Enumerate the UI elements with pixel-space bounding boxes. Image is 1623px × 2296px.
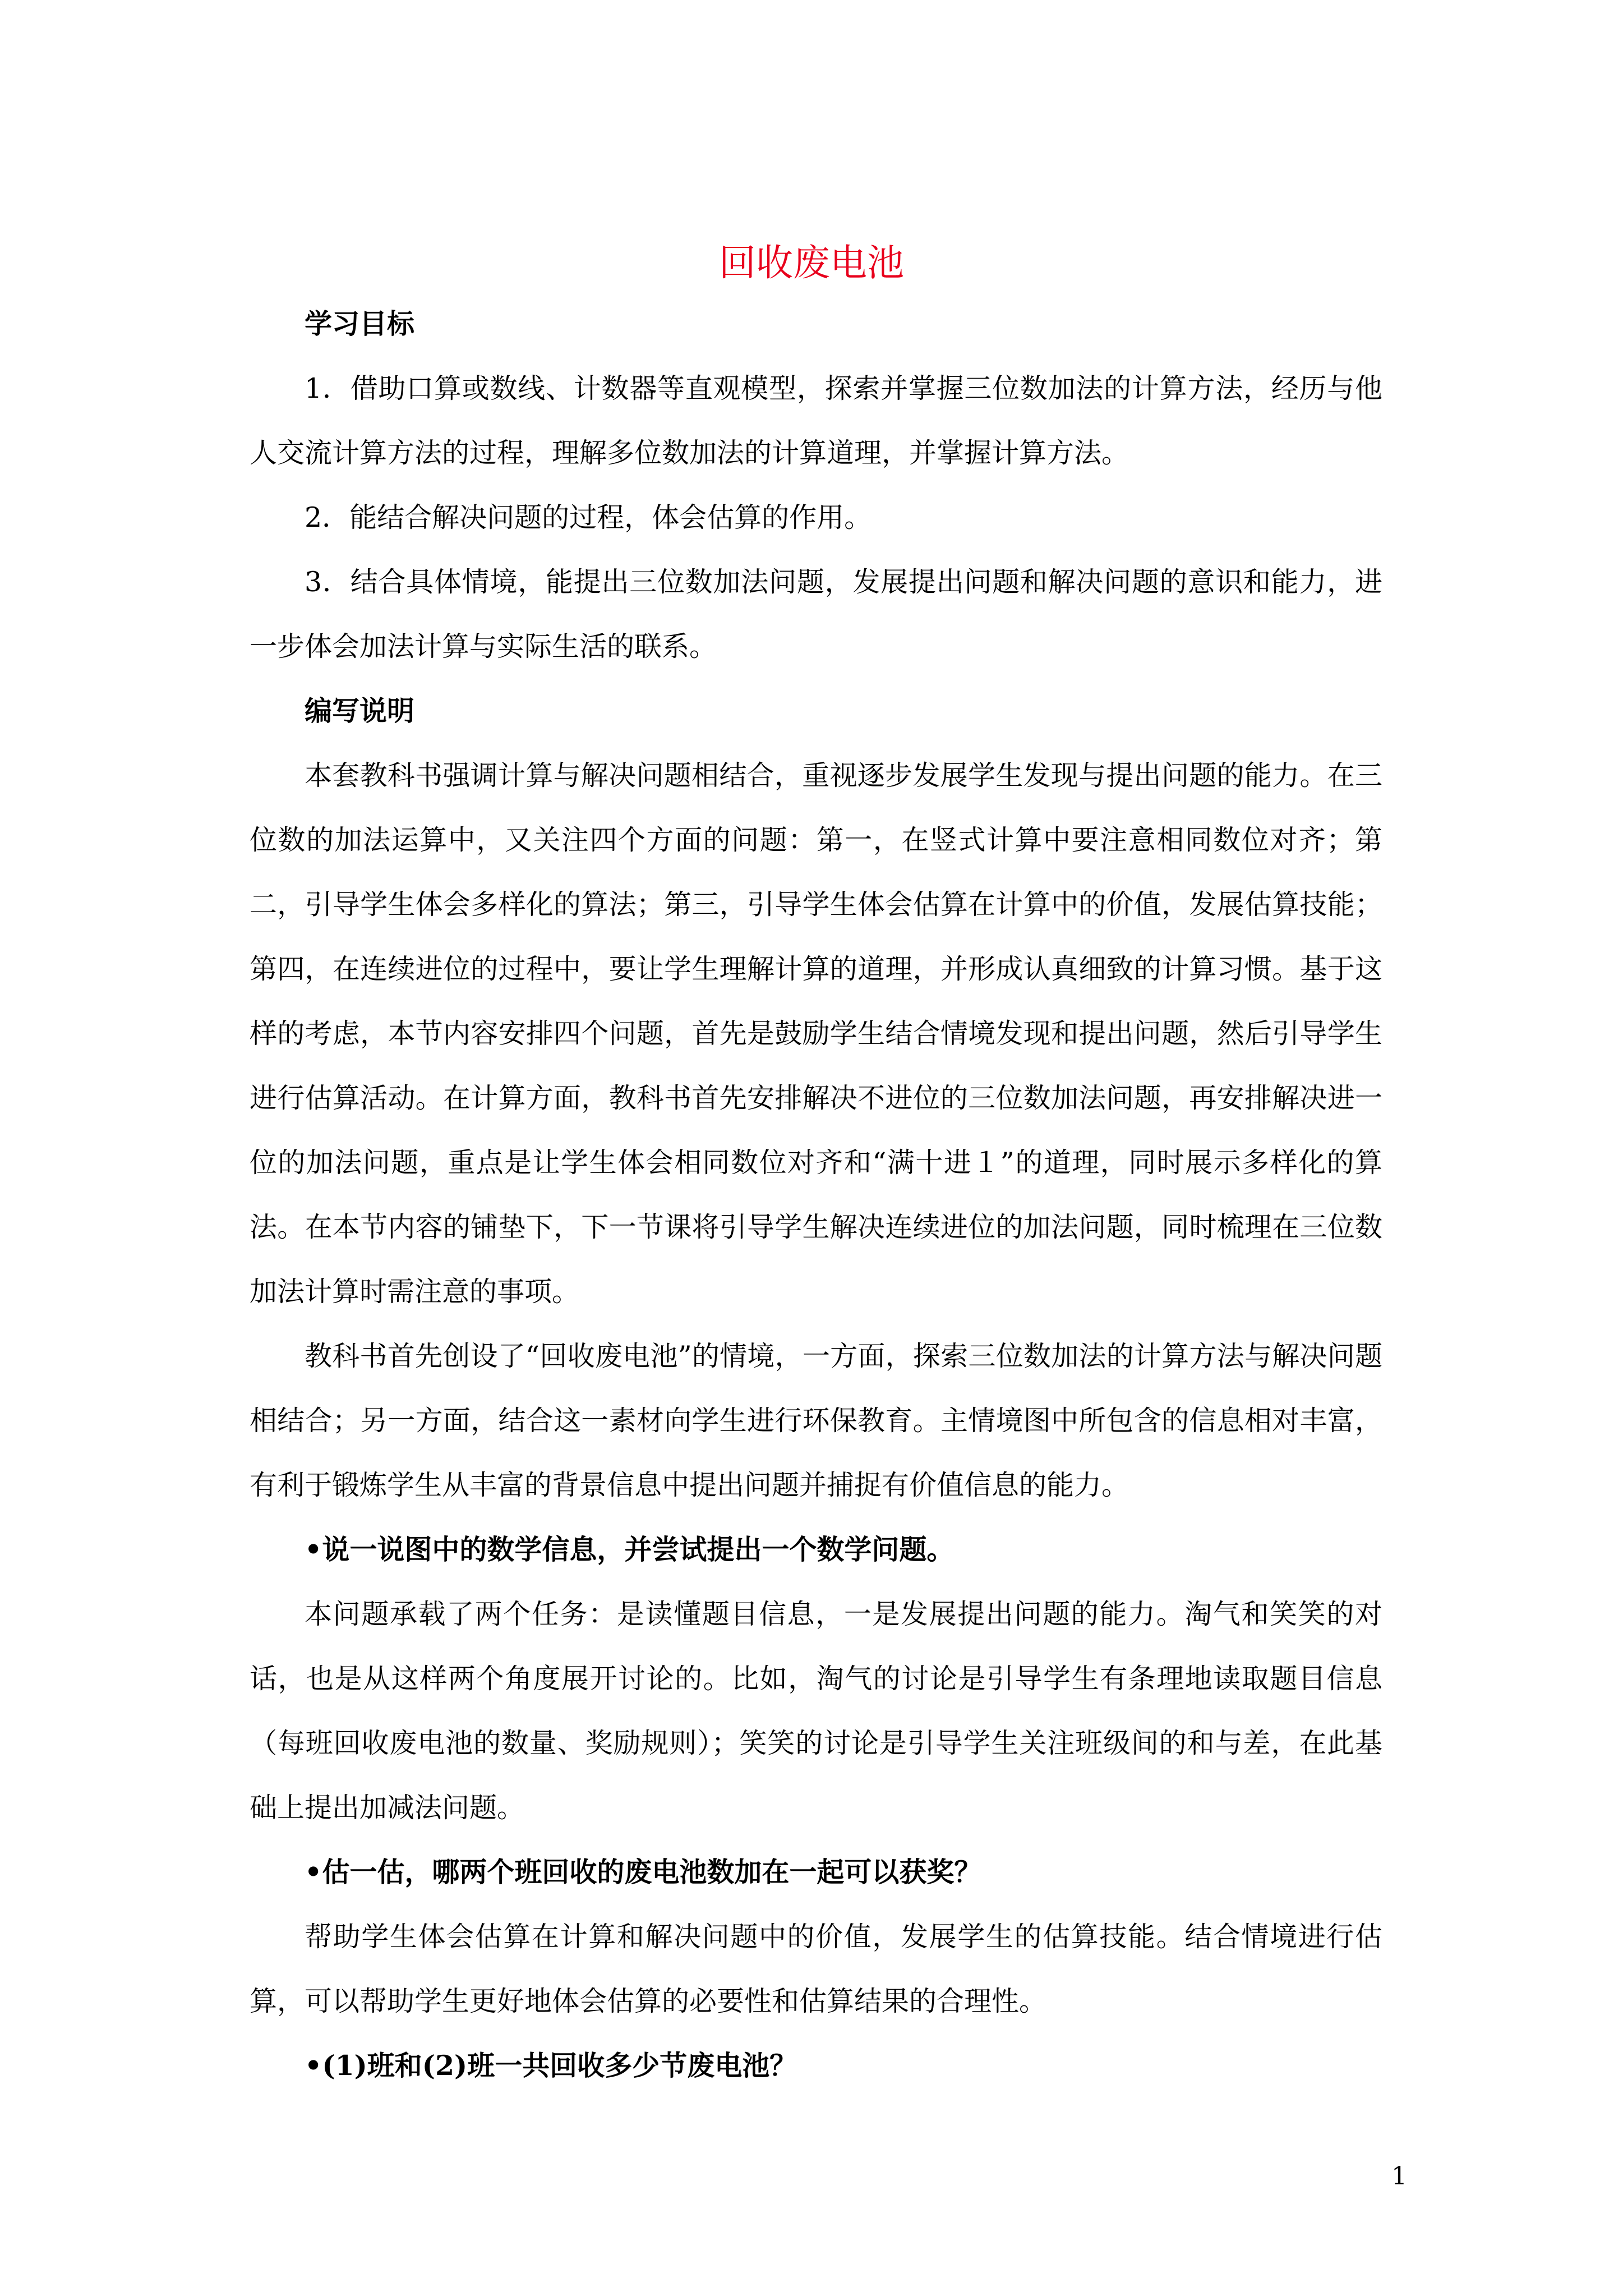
bullet-question-1: •说一说图中的数学信息，并尝试提出一个数学问题。 bbox=[305, 1533, 955, 1566]
page-number: 1 bbox=[1391, 2162, 1407, 2191]
bullet-question-3: •(1)班和(2)班一共回收多少节废电池？ bbox=[305, 2049, 797, 2082]
notes-paragraph-1: 本套教科书强调计算与解决问题相结合，重视逐步发展学生发现与提出问题的能力。在三位数的加法运算中，又关注四个方面的问题：第一，在竖式计算中要注意相同数位对齐；第二，引导学生体会多样化的算法；第三，引导学生体会估算在计算中的价值，发展估算技能；第四，在连续进位的过程中，要让学生理解计算的道理，并形成认真细致的计算习惯。基于这样的考虑，本节内容安排四个问题，首先是鼓励学生结合情境发现和提出问题，然后引导学生进行估算活动。在计算方面，教科书首先安排解决不进位的三位数加法问题，再安排解决进一位的加法问题，重点是让学生体会相同数位对齐和“满十进１”的道理，同时展示多样化的算法。在本节内容的铺垫下，下一节课将引导学生解决连续进位的加法问题，同时梳理在三位数加法计算时需注意的事项。 bbox=[250, 760, 1382, 1308]
bullet-question-2: •估一估，哪两个班回收的废电池数加在一起可以获奖？ bbox=[305, 1856, 982, 1888]
goal-1-paragraph: 1．借助口算或数线、计数器等直观模型，探索并掌握三位数加法的计算方法，经历与他人交流计算方法的过程，理解多位数加法的计算道理，并掌握计算方法。 bbox=[250, 372, 1382, 469]
document-body bbox=[250, 292, 1382, 2098]
goals-heading: 学习目标 bbox=[305, 307, 415, 340]
notes-heading: 编写说明 bbox=[305, 694, 415, 727]
document-title: 回收废电池 bbox=[719, 241, 904, 285]
bullet-1-explanation: 本问题承载了两个任务：是读懂题目信息，一是发展提出问题的能力。淘气和笑笑的对话，也是从这样两个角度展开讨论的。比如，淘气的讨论是引导学生有条理地读取题目信息（每班回收废电池的数量、奖励规则）；笑笑的讨论是引导学生关注班级间的和与差，在此基础上提出加减法问题。 bbox=[250, 1598, 1382, 1824]
goal-3-paragraph: 3．结合具体情境，能提出三位数加法问题，发展提出问题和解决问题的意识和能力，进一步体会加法计算与实际生活的联系。 bbox=[250, 566, 1382, 662]
notes-paragraph-2: 教科书首先创设了“回收废电池”的情境，一方面，探索三位数加法的计算方法与解决问题相结合；另一方面，结合这一素材向学生进行环保教育。主情境图中所包含的信息相对丰富，有利于锻炼学生从丰富的背景信息中提出问题并捕捉有价值信息的能力。 bbox=[250, 1340, 1382, 1501]
bullet-2-explanation: 帮助学生体会估算在计算和解决问题中的价值，发展学生的估算技能。结合情境进行估算，可以帮助学生更好地体会估算的必要性和估算结果的合理性。 bbox=[250, 1921, 1382, 2017]
goal-2-paragraph: 2．能结合解决问题的过程，体会估算的作用。 bbox=[305, 501, 872, 533]
